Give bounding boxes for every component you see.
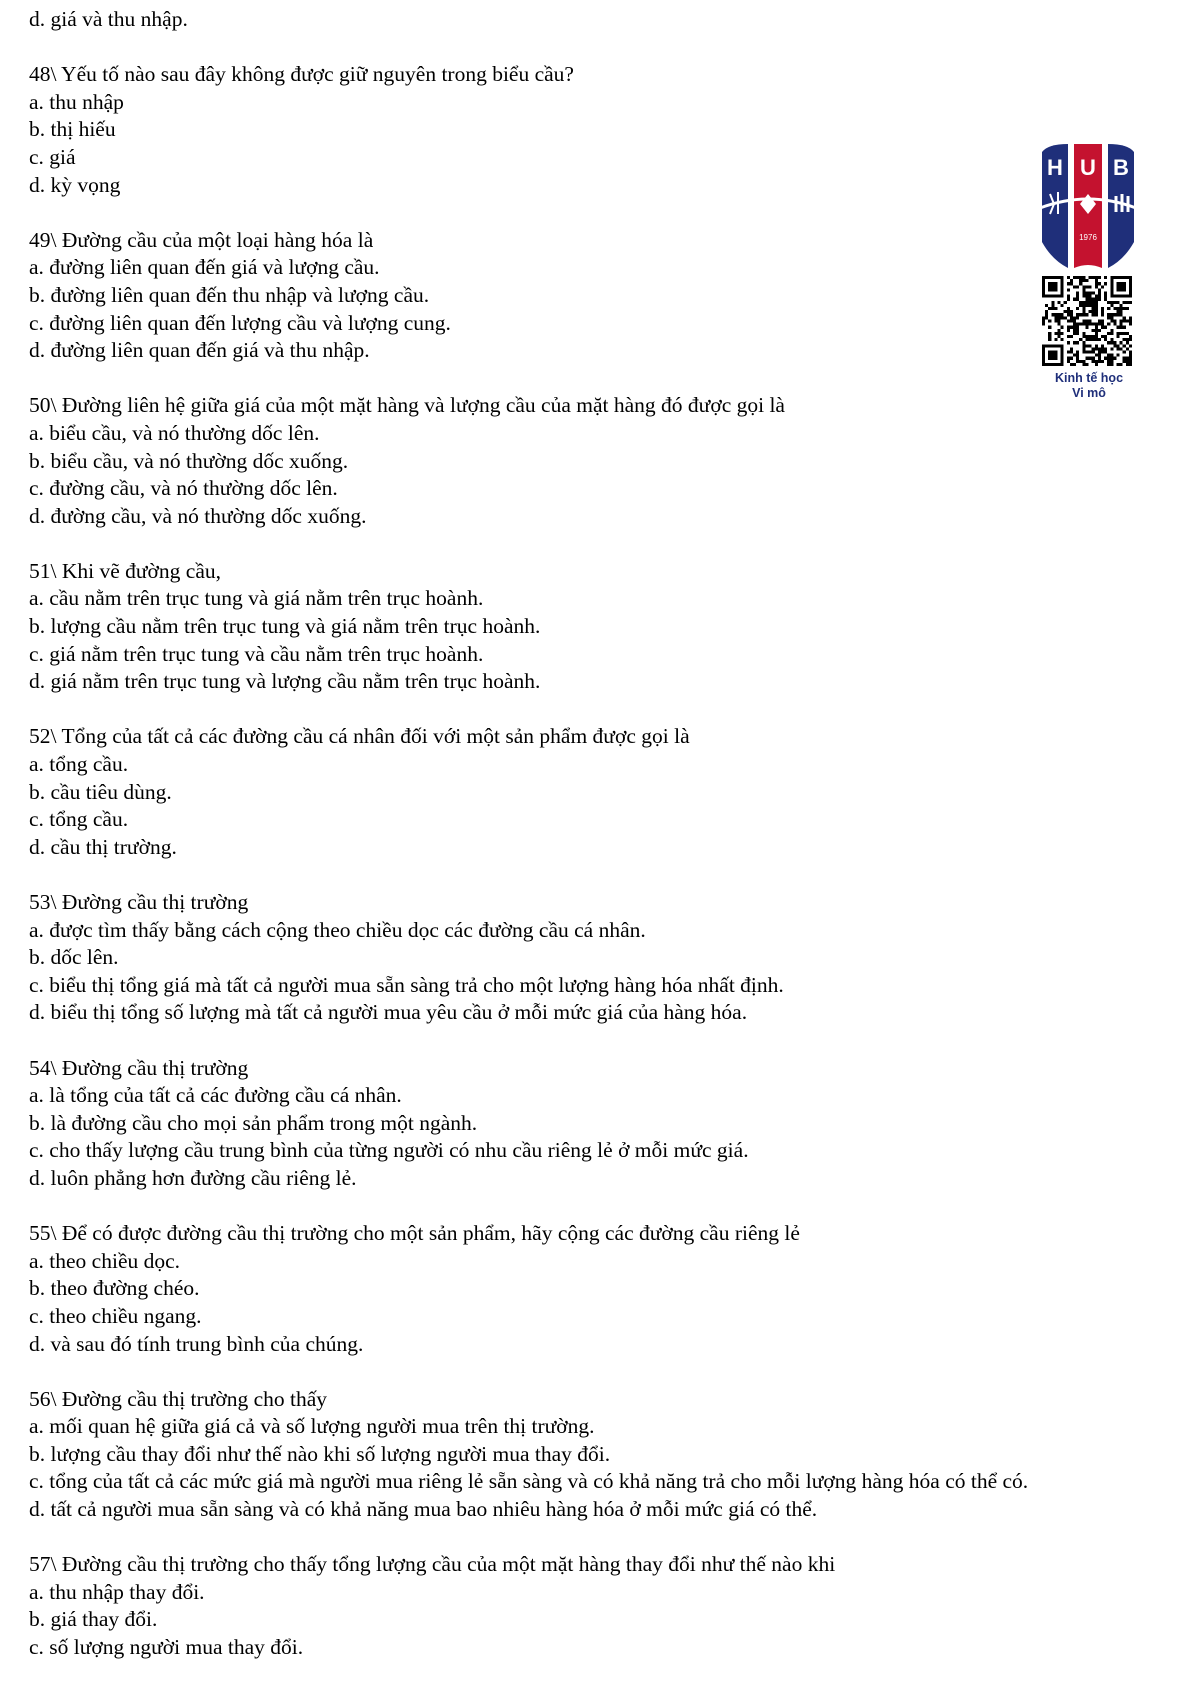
answer-option: c. biểu thị tổng giá mà tất cả người mua sẵn sàng trả cho một lượng hàng hóa nhất định. — [29, 972, 784, 997]
document-body — [29, 6, 1179, 1689]
answer-option: b. là đường cầu cho mọi sản phẩm trong một ngành. — [29, 1110, 478, 1135]
answer-option: b. giá thay đổi. — [29, 1607, 158, 1632]
answer-option: a. cầu nằm trên trục tung và giá nằm trên trục hoành. — [29, 586, 484, 611]
answer-option: b. lượng cầu nằm trên trục tung và giá nằm trên trục hoành. — [29, 614, 541, 639]
answer-option: d. kỳ vọng — [29, 172, 121, 197]
answer-option: a. được tìm thấy bằng cách cộng theo chiều dọc các đường cầu cá nhân. — [29, 917, 646, 942]
question-block — [29, 1551, 1179, 1661]
brand-subject: Kinh tế học — [1054, 371, 1124, 385]
question-stem: 53\ Đường cầu thị trường — [29, 890, 249, 914]
question-stem: 55\ Để có được đường cầu thị trường cho một sản phẩm, hãy cộng các đường cầu riêng lẻ — [29, 1221, 800, 1246]
answer-option: b. dốc lên. — [29, 945, 119, 970]
answer-option: c. đường liên quan đến lượng cầu và lượng cung. — [29, 310, 451, 335]
answer-option: d. luôn phẳng hơn đường cầu riêng lẻ. — [29, 1165, 357, 1190]
question-stem: 57\ Đường cầu thị trường cho thấy tổng lượng cầu của một mặt hàng thay đổi như thế nào khi — [29, 1552, 836, 1577]
answer-option: d. và sau đó tính trung bình của chúng. — [29, 1331, 364, 1356]
question-stem: 50\ Đường liên hệ giữa giá của một mặt hàng và lượng cầu của mặt hàng đó được gọi là — [29, 393, 785, 418]
question-list — [29, 61, 1179, 1661]
question-block — [29, 889, 1179, 1027]
question-block — [29, 1386, 1179, 1524]
answer-option: a. thu nhập thay đổi. — [29, 1579, 205, 1604]
answer-option: a. tổng cầu. — [29, 752, 129, 777]
answer-option: d. đường cầu, và nó thường dốc xuống. — [29, 503, 367, 528]
answer-option: a. theo chiều dọc. — [29, 1248, 181, 1273]
answer-option: d. cầu thị trường. — [29, 834, 177, 859]
answer-option: b. lượng cầu thay đổi như thế nào khi số lượng người mua thay đổi. — [29, 1441, 611, 1466]
previous-question-option: d. giá và thu nhập. — [29, 7, 188, 31]
answer-option: b. cầu tiêu dùng. — [29, 779, 172, 804]
answer-option: c. cho thấy lượng cầu trung bình của từng người có nhu cầu riêng lẻ ở mỗi mức giá. — [29, 1138, 749, 1163]
answer-option: b. biểu cầu, và nó thường dốc xuống. — [29, 448, 349, 473]
hub-logo — [1038, 142, 1138, 270]
answer-option: a. mối quan hệ giữa giá cả và số lượng người mua trên thị trường. — [29, 1414, 595, 1439]
answer-option: a. thu nhập — [29, 89, 124, 114]
logo-letter-u: U — [1080, 155, 1096, 180]
question-stem: 54\ Đường cầu thị trường — [29, 1055, 249, 1080]
answer-option: a. biểu cầu, và nó thường dốc lên. — [29, 420, 320, 445]
question-stem: 52\ Tổng của tất cả các đường cầu cá nhân đối với một sản phẩm được gọi là — [29, 724, 690, 749]
answer-option: a. là tổng của tất cả các đường cầu cá nhân. — [29, 1083, 402, 1108]
answer-option: d. biểu thị tổng số lượng mà tất cả người mua yêu cầu ở mỗi mức giá của hàng hóa. — [29, 1000, 748, 1025]
answer-option: b. thị hiếu — [29, 117, 116, 142]
answer-option: c. giá — [29, 144, 76, 169]
answer-option: d. đường liên quan đến giá và thu nhập. — [29, 338, 370, 363]
answer-option: c. đường cầu, và nó thường dốc lên. — [29, 476, 338, 501]
answer-option: c. theo chiều ngang. — [29, 1303, 202, 1328]
brand-subtitle: Vi mô — [1072, 386, 1106, 400]
question-stem: 48\ Yếu tố nào sau đây không được giữ nguyên trong biểu cầu? — [29, 62, 574, 87]
answer-option: c. số lượng người mua thay đổi. — [29, 1635, 304, 1660]
answer-option: a. đường liên quan đến giá và lượng cầu. — [29, 255, 380, 280]
answer-option: c. tổng của tất cả các mức giá mà người mua riêng lẻ sẵn sàng và có khả năng trả cho mỗi lượng hàng hóa có thể có. — [29, 1469, 1029, 1494]
question-stem: 56\ Đường cầu thị trường cho thấy — [29, 1386, 328, 1411]
question-block — [29, 558, 1179, 696]
answer-option: d. giá nằm trên trục tung và lượng cầu nằm trên trục hoành. — [29, 669, 541, 694]
answer-option: d. tất cả người mua sẵn sàng và có khả năng mua bao nhiêu hàng hóa ở mỗi mức giá có thể. — [29, 1497, 818, 1522]
answer-option: c. tổng cầu. — [29, 807, 129, 832]
answer-option: c. giá nằm trên trục tung và cầu nằm trên trục hoành. — [29, 641, 484, 666]
question-block — [29, 61, 1179, 199]
answer-option: b. theo đường chéo. — [29, 1276, 200, 1301]
question-stem: 49\ Đường cầu của một loại hàng hóa là — [29, 227, 374, 252]
logo-letter-h: H — [1047, 155, 1063, 180]
question-block — [29, 392, 1179, 530]
qr-code — [1042, 276, 1132, 366]
question-stem: 51\ Khi vẽ đường cầu, — [29, 558, 221, 583]
question-block — [29, 1220, 1179, 1358]
question-block — [29, 227, 1179, 365]
question-block — [29, 723, 1179, 861]
logo-year: 1976 — [1079, 233, 1097, 242]
logo-letter-b: B — [1113, 155, 1129, 180]
answer-option: b. đường liên quan đến thu nhập và lượng cầu. — [29, 282, 430, 307]
question-block — [29, 1055, 1179, 1193]
